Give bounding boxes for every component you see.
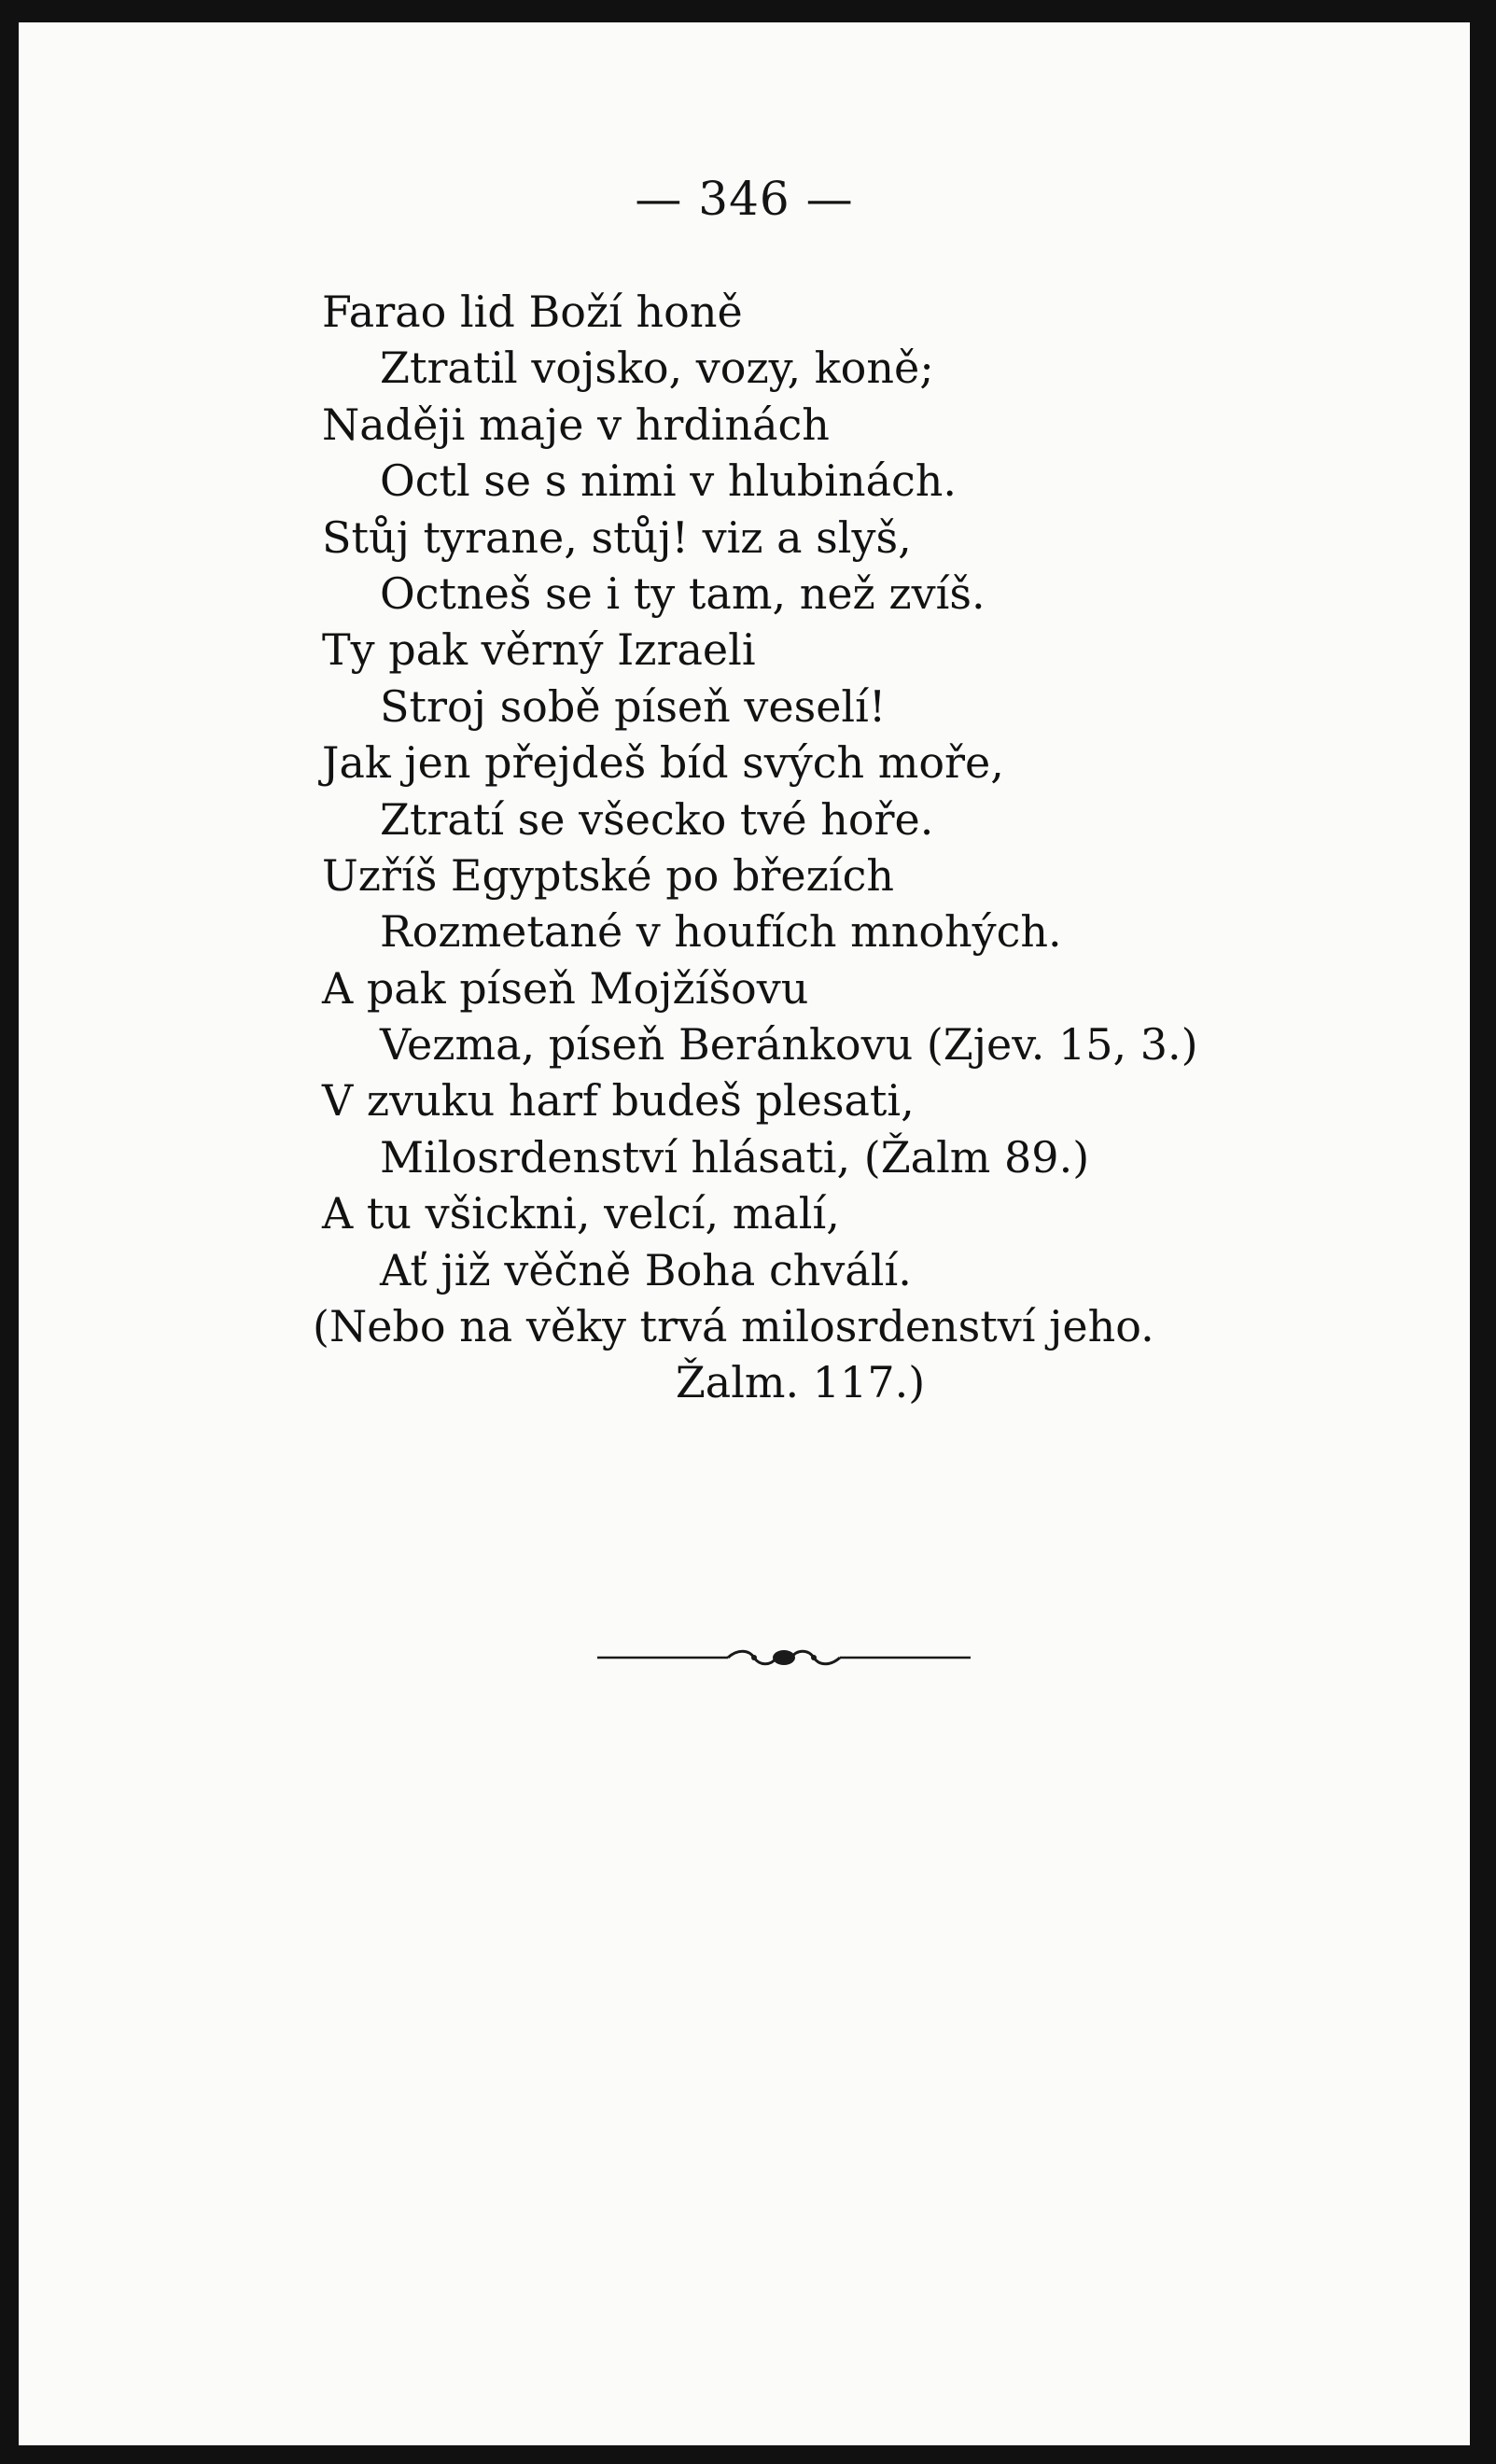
- poem-line: Jak jen přejdeš bíd svých moře,: [322, 737, 1004, 789]
- poem-line: Uzříš Egyptské po březích: [322, 849, 894, 901]
- poem-line: A pak píseň Mojžíšovu: [322, 962, 809, 1014]
- poem-line: Ztratil vojsko, vozy, koně;: [380, 343, 934, 394]
- page-number: — 346 —: [635, 172, 854, 226]
- poem: [313, 284, 1395, 1411]
- poem-line: Octneš se i ty tam, než zvíš.: [380, 567, 986, 619]
- poem-line: A tu všickni, velcí, malí,: [322, 1188, 840, 1239]
- poem-line: Stroj sobě píseň veselí!: [380, 680, 887, 732]
- book-page: [19, 22, 1470, 2445]
- poem-line: Vezma, píseň Beránkovu (Zjev. 15, 3.): [380, 1019, 1198, 1071]
- poem-line: V zvuku harf budeš plesati,: [322, 1075, 915, 1127]
- poem-line: Milosrdenství hlásati, (Žalm 89.): [380, 1131, 1090, 1183]
- poem-line: Ty pak věrný Izraeli: [322, 624, 756, 676]
- poem-line: Farao lid Boží honě: [322, 287, 743, 337]
- psalm-reference: Žalm. 117.): [675, 1357, 926, 1408]
- poem-line: Rozmetané v houfích mnohých.: [380, 906, 1062, 958]
- poem-line: Stůj tyrane, stůj! viz a slyš,: [322, 511, 912, 563]
- decorative-rule-icon: [597, 1644, 971, 1672]
- poem-line: (Nebo na věky trvá milosrdenství jeho.: [313, 1301, 1154, 1352]
- poem-line: Ať již věčně Boha chválí.: [380, 1244, 912, 1295]
- poem-line: Octl se s nimi v hlubinách.: [380, 455, 958, 507]
- poem-line: Ztratí se všecko tvé hoře.: [380, 793, 934, 845]
- poem-line: Naději maje v hrdinách: [322, 399, 830, 450]
